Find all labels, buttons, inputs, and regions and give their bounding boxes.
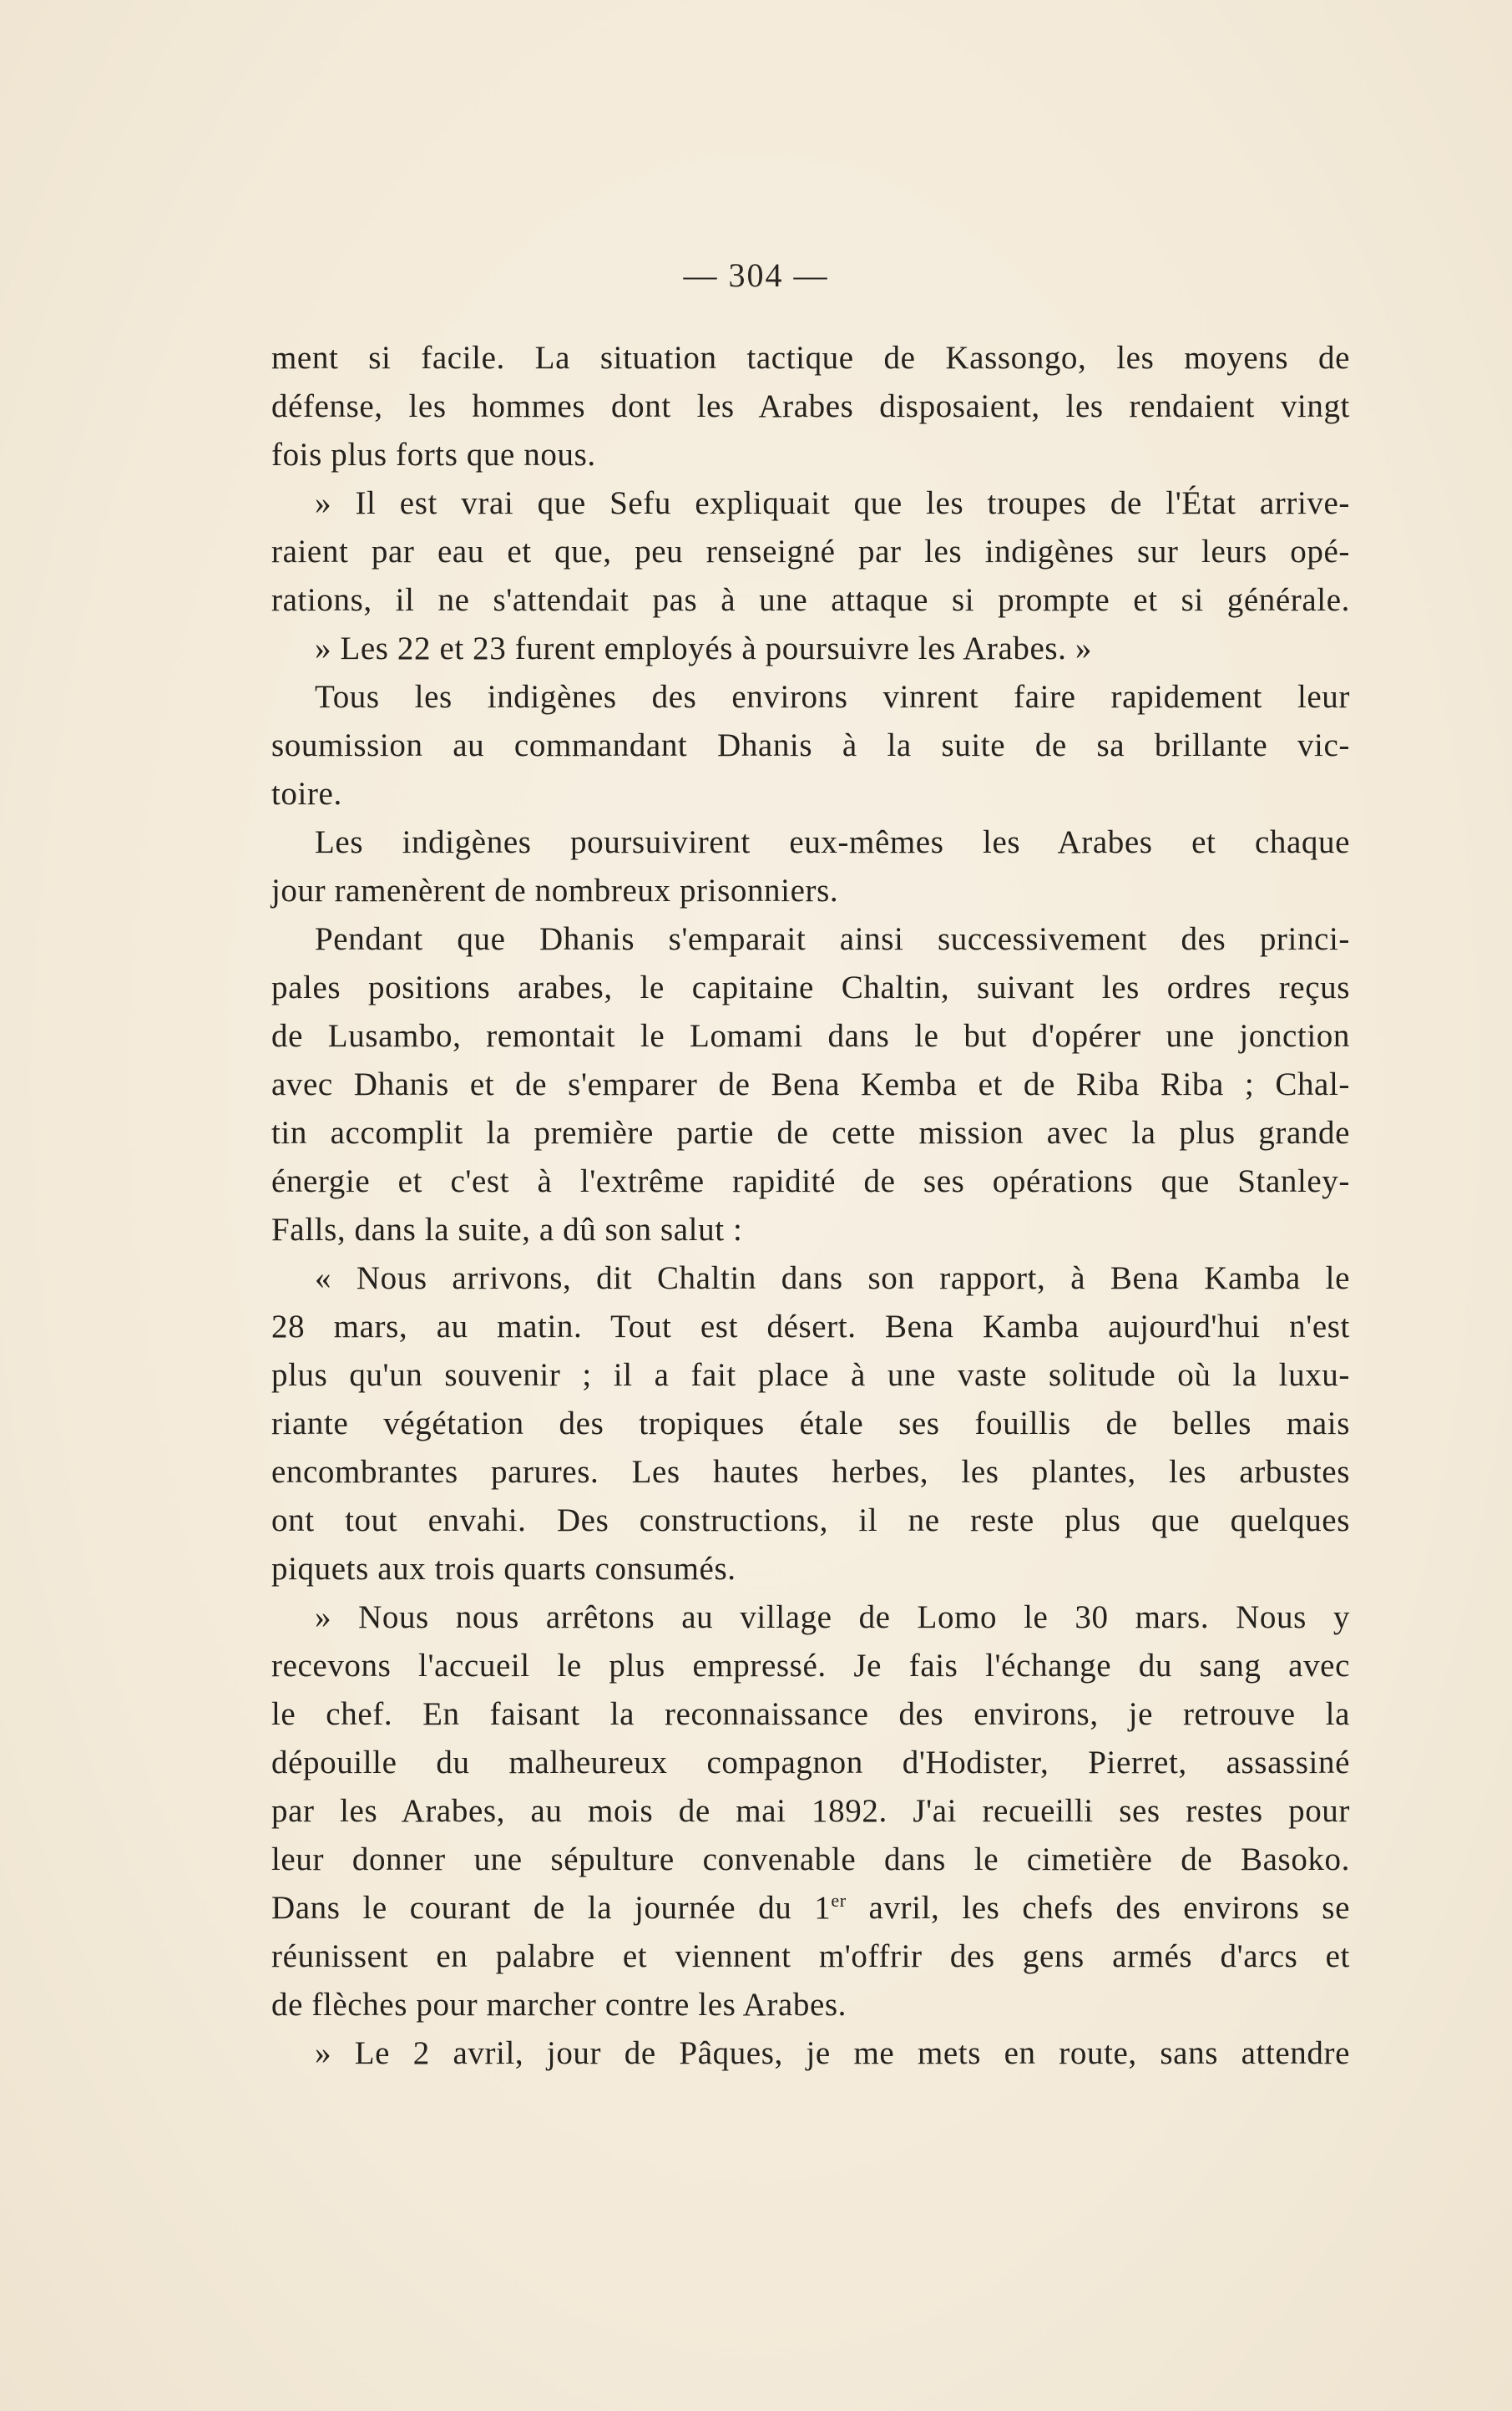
text-line: toire. xyxy=(271,776,342,812)
text-line: soumission au commandant Dhanis à la suite de sa brillante vic- xyxy=(271,727,1350,763)
text-line: riante végétation des tropiques étale ses fouillis de belles mais xyxy=(271,1406,1350,1441)
text-line: piquets aux trois quarts consumés. xyxy=(271,1551,736,1587)
text-line: fois plus forts que nous. xyxy=(271,437,596,473)
text-line: » Nous nous arrêtons au village de Lomo le 30 mars. Nous y xyxy=(315,1599,1350,1635)
text-line: de flèches pour marcher contre les Arabes. xyxy=(271,1987,847,2023)
text-line: » Le 2 avril, jour de Pâques, je me mets en route, sans attendre xyxy=(315,2035,1350,2071)
text-line: le chef. En faisant la reconnaissance des environs, je retrouve la xyxy=(271,1696,1350,1732)
text-line: Pendant que Dhanis s'emparait ainsi successivement des princi- xyxy=(315,921,1350,957)
text-line: » Les 22 et 23 furent employés à poursuivre les Arabes. » xyxy=(315,631,1092,666)
text-line: Falls, dans la suite, a dû son salut : xyxy=(271,1212,743,1248)
text-line: de Lusambo, remontait le Lomami dans le but d'opérer une jonction xyxy=(271,1018,1350,1054)
text-line: encombrantes parures. Les hautes herbes, les plantes, les arbustes xyxy=(271,1454,1350,1490)
text-line: » Il est vrai que Sefu expliquait que les troupes de l'État arrive- xyxy=(315,485,1350,521)
text-line: pales positions arabes, le capitaine Chaltin, suivant les ordres reçus xyxy=(271,970,1350,1005)
text-line: « Nous arrivons, dit Chaltin dans son rapport, à Bena Kamba le xyxy=(315,1260,1350,1296)
text-line: leur donner une sépulture convenable dans le cimetière de Basoko. xyxy=(271,1841,1350,1877)
text-line: défense, les hommes dont les Arabes disposaient, les rendaient vingt xyxy=(271,388,1350,424)
text-line-segment: avril, les chefs des environs se xyxy=(846,1890,1350,1926)
text-line: Les indigènes poursuivirent eux-mêmes les Arabes et chaque xyxy=(315,824,1350,860)
text-line: recevons l'accueil le plus empressé. Je fais l'échange du sang avec xyxy=(271,1648,1350,1684)
text-line: tin accomplit la première partie de cette mission avec la plus grande xyxy=(271,1115,1350,1151)
text-line: jour ramenèrent de nombreux prisonniers. xyxy=(271,873,839,909)
text-line: énergie et c'est à l'extrême rapidité de ses opérations que Stanley- xyxy=(271,1163,1350,1199)
text-line: 28 mars, au matin. Tout est désert. Bena Kamba aujourd'hui n'est xyxy=(271,1309,1350,1345)
text-line xyxy=(271,1884,1350,1932)
page-number: — 304 — xyxy=(683,256,829,294)
text-line: réunissent en palabre et viennent m'offrir des gens armés d'arcs et xyxy=(271,1938,1350,1974)
text-line: Tous les indigènes des environs vinrent faire rapidement leur xyxy=(315,679,1350,715)
text-line-segment: Dans le courant de la journée du 1 xyxy=(271,1890,832,1926)
text-line: ont tout envahi. Des constructions, il ne reste plus que quelques xyxy=(271,1502,1350,1538)
ordinal-superscript: er xyxy=(831,1890,847,1911)
text-line: raient par eau et que, peu renseigné par les indigènes sur leurs opé- xyxy=(271,534,1350,570)
body-text xyxy=(271,334,1350,2078)
text-line: rations, il ne s'attendait pas à une attaque si prompte et si générale. xyxy=(271,582,1350,618)
text-line: par les Arabes, au mois de mai 1892. J'ai recueilli ses restes pour xyxy=(271,1793,1350,1829)
text-line: ment si facile. La situation tactique de Kassongo, les moyens de xyxy=(271,340,1350,376)
text-line: avec Dhanis et de s'emparer de Bena Kemba et de Riba Riba ; Chal- xyxy=(271,1066,1350,1102)
text-line: plus qu'un souvenir ; il a fait place à une vaste solitude où la luxu- xyxy=(271,1357,1350,1393)
text-line: dépouille du malheureux compagnon d'Hodister, Pierret, assassiné xyxy=(271,1745,1350,1780)
